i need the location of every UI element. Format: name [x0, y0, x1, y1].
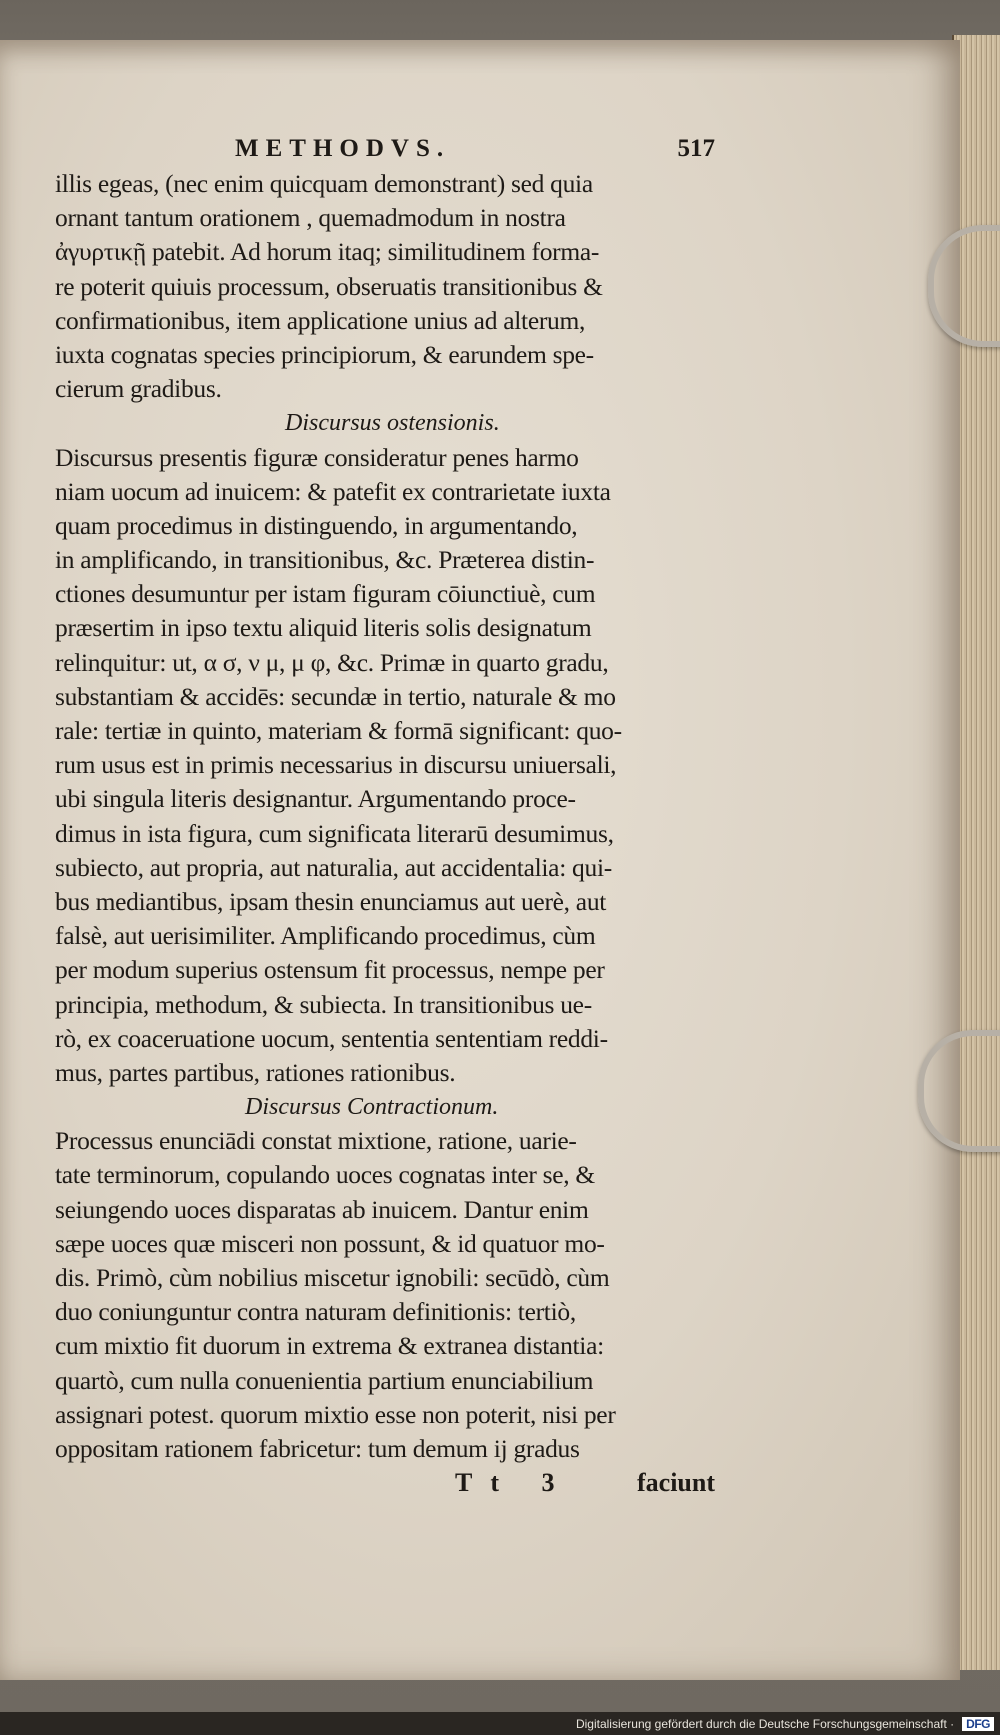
intro-paragraph [55, 167, 715, 406]
section-2-paragraph [55, 1124, 715, 1466]
text-line: cum mixtio fit duorum in extrema & extranea distantia: [55, 1331, 604, 1361]
text-line: tate terminorum, copulando uoces cognatas inter se, & [55, 1160, 595, 1190]
text-line: niam uocum ad inuicem: & patefit ex contrarietate iuxta [55, 476, 611, 506]
text-line: seiungendo uoces disparatas ab inuicem. Dantur enim [55, 1194, 589, 1224]
catchword: faciunt [637, 1468, 715, 1498]
section-heading-ostensionis: Discursus ostensionis. [285, 410, 500, 437]
section-1-paragraph [55, 441, 715, 1091]
text-line: per modum superius ostensum fit processus, nempe per [55, 955, 605, 985]
text-line: ornant tantum orationem , quemadmodum in nostra [55, 203, 566, 233]
text-line: Processus enunciādi constat mixtione, ratione, uarie- [55, 1126, 577, 1156]
text-line: ἀγυρτικῇ patebit. Ad horum itaq; similitudinem forma- [55, 237, 600, 267]
page-number: 517 [677, 135, 715, 162]
text-line: confirmationibus, item applicatione unius ad alterum, [55, 305, 586, 335]
text-line: mus, partes partibus, rationes rationibus. [55, 1057, 456, 1087]
text-line: rale: tertiæ in quinto, materiam & formā significant: quo- [55, 716, 622, 745]
text-line: substantiam & accidēs: secundæ in tertio, naturale & mo [55, 681, 616, 711]
running-head-title: METHODVS. [235, 135, 451, 162]
text-line: quartò, cum nulla conuenientia partium enunciabilium [55, 1365, 594, 1395]
text-line: falsè, aut uerisimiliter. Amplificando procedimus, cùm [55, 921, 596, 951]
page-clip-top [928, 225, 1000, 347]
text-line: sæpe uoces quæ misceri non possunt, & id quatuor mo- [55, 1228, 605, 1258]
dfg-logo: DFG [962, 1717, 994, 1731]
signature-line [55, 1466, 715, 1500]
text-line: rum usus est in primis necessarius in discursu uniuersali, [55, 750, 617, 780]
text-line: quam procedimus in distinguendo, in argumentando, [55, 510, 578, 540]
page-clip-bottom [918, 1030, 1000, 1152]
text-line: duo coniunguntur contra naturam definitionis: tertiò, [55, 1297, 576, 1327]
text-line: dimus in ista figura, cum significata literarū desumimus, [55, 818, 614, 848]
text-line: Discursus presentis figuræ consideratur penes harmo [55, 442, 579, 472]
page-text-block [55, 135, 715, 1500]
text-line: ctiones desumuntur per istam figuram cōiunctiuè, cum [55, 579, 596, 609]
text-line: rò, ex coaceruatione uocum, sententia sententiam reddi- [55, 1023, 608, 1053]
text-line: iuxta cognatas species principiorum, & earundem spe- [55, 339, 594, 369]
text-line: relinquitur: ut, α σ, ν μ, μ φ, &c. Primæ in quarto gradu, [55, 647, 609, 677]
text-line: assignari potest. quorum mixtio esse non poterit, nisi per [55, 1399, 616, 1429]
footer-credit: Digitalisierung gefördert durch die Deutsche Forschungsgemeinschaft · [575, 1716, 955, 1731]
digitization-footer [0, 1712, 1000, 1735]
text-line: subiecto, aut propria, aut naturalia, aut accidentalia: qui- [55, 852, 612, 882]
text-line: dis. Primò, cùm nobilius miscetur ignobili: secūdò, cùm [55, 1263, 610, 1292]
signature-mark: Tt 3 [455, 1468, 573, 1498]
text-line: re poterit quiuis processum, obseruatis transitionibus & [55, 271, 603, 301]
text-line: bus mediantibus, ipsam thesin enunciamus aut uerè, aut [55, 886, 607, 916]
text-line: cierum gradibus. [55, 374, 222, 404]
text-line: præsertim in ipso textu aliquid literis solis designatum [55, 613, 592, 643]
text-line: principia, methodum, & subiecta. In transitionibus ue- [55, 989, 592, 1019]
text-line: in amplificando, in transitionibus, &c. Præterea distin- [55, 545, 595, 575]
text-line: ubi singula literis designantur. Argumentando proce- [55, 784, 576, 814]
section-heading-contractionum: Discursus Contractionum. [245, 1094, 499, 1121]
text-line: illis egeas, (nec enim quicquam demonstrant) sed quia [55, 169, 593, 198]
running-head [55, 135, 715, 167]
text-line: oppositam rationem fabricetur: tum demum ij gradus [55, 1433, 580, 1463]
